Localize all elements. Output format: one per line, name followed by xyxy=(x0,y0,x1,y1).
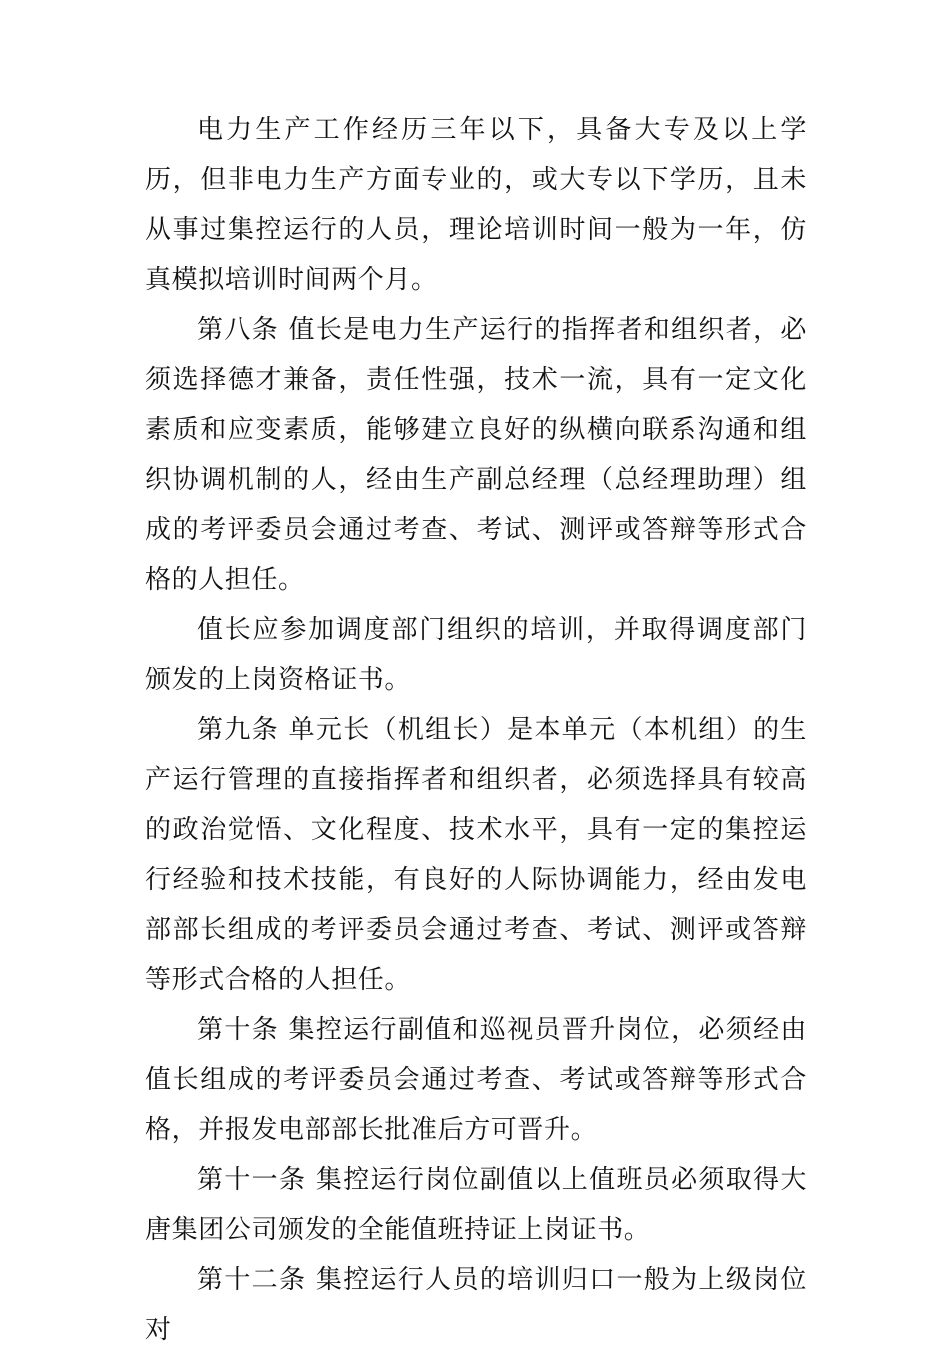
document-body xyxy=(145,105,807,1355)
paragraph-training-duration: 电力生产工作经历三年以下，具备大专及以上学历，但非电力生产方面专业的，或大专以下学历，且未从事过集控运行的人员，理论培训时间一般为一年，仿真模拟培训时间两个月。 xyxy=(145,115,807,295)
paragraph-article-10: 第十条 集控运行副值和巡视员晋升岗位，必须经由值长组成的考评委员会通过考查、考试或答辩等形式合格，并报发电部部长批准后方可晋升。 xyxy=(145,1015,807,1145)
paragraph-article-8: 第八条 值长是电力生产运行的指挥者和组织者，必须选择德才兼备，责任性强，技术一流，具有一定文化素质和应变素质，能够建立良好的纵横向联系沟通和组织协调机制的人，经由生产副总经理（总经理助理）组成的考评委员会通过考查、考试、测评或答辩等形式合格的人担任。 xyxy=(145,315,807,595)
paragraph-shift-supervisor-certificate: 值长应参加调度部门组织的培训，并取得调度部门颁发的上岗资格证书。 xyxy=(145,615,807,695)
paragraph-article-11: 第十一条 集控运行岗位副值以上值班员必须取得大唐集团公司颁发的全能值班持证上岗证书。 xyxy=(145,1165,807,1245)
paragraph-article-12: 第十二条 集控运行人员的培训归口一般为上级岗位对 xyxy=(145,1265,807,1345)
paragraph-article-9: 第九条 单元长（机组长）是本单元（本机组）的生产运行管理的直接指挥者和组织者，必须选择具有较高的政治觉悟、文化程度、技术水平，具有一定的集控运行经验和技术技能，有良好的人际协调能力，经由发电部部长组成的考评委员会通过考查、考试、测评或答辩等形式合格的人担任。 xyxy=(145,715,807,995)
